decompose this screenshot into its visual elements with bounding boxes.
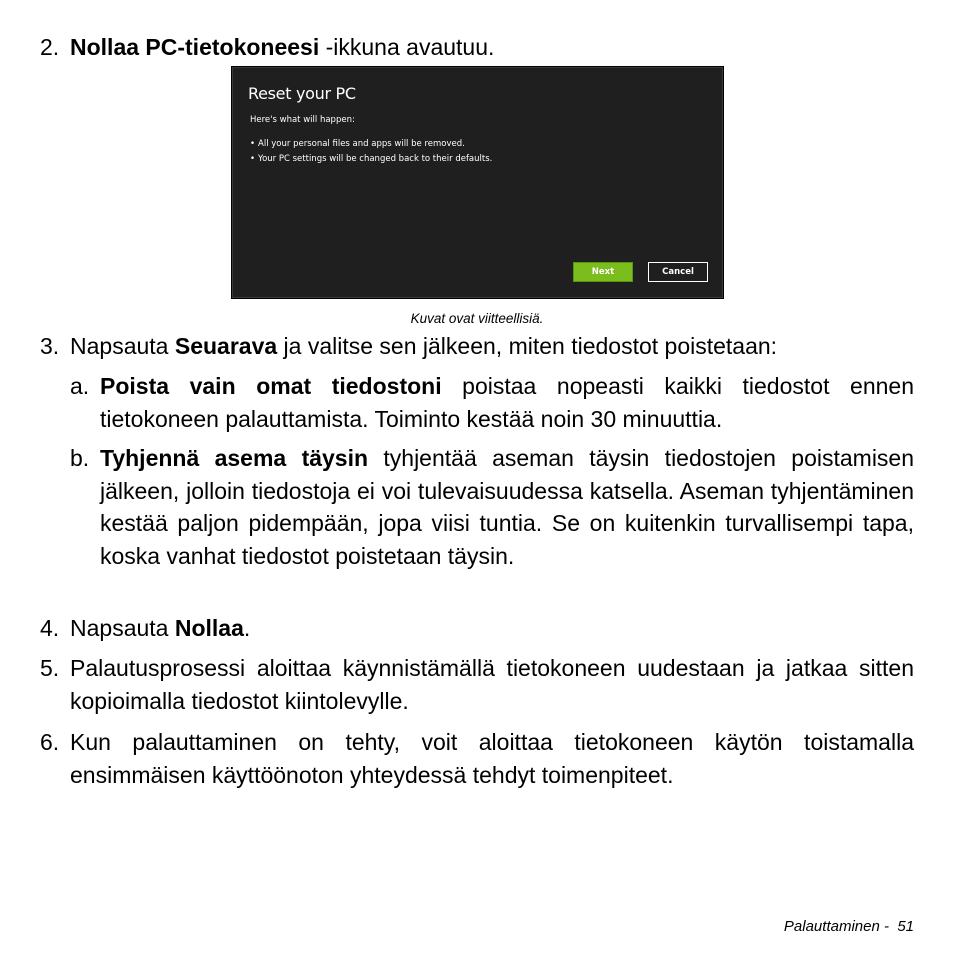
dialog-title: Reset your PC: [248, 84, 356, 103]
option-rest-text: poistaa nopeasti kaikki tiedostot ennen tietokoneen palauttamista. Toiminto kestää noin 30 minuuttia.: [100, 373, 914, 432]
option-text: [100, 370, 914, 435]
dialog-bullet: • All your personal files and apps will be removed.: [250, 137, 492, 152]
step-2: [40, 31, 920, 64]
footer-section: Palauttaminen -: [783, 918, 889, 935]
step-rest-text: ja valitse sen jälkeen, miten tiedostot poistetaan:: [277, 333, 778, 359]
step-rest-text: -ikkuna avautuu.: [319, 34, 495, 60]
option-bold-text: Tyhjennä asema täysin: [100, 445, 369, 471]
page-footer: [784, 918, 914, 935]
step-bold-text: Seuarava: [174, 333, 278, 359]
dialog-bullet: • Your PC settings will be changed back to their defaults.: [250, 152, 492, 167]
option-letter: b.: [70, 445, 90, 471]
step-6: [40, 726, 914, 791]
step-4: [40, 612, 920, 645]
step-number: 3.: [40, 333, 60, 359]
step-text: [70, 31, 920, 64]
step-text: Kun palauttaminen on tehty, voit aloittaa tietokoneen käytön toistamalla ensimmäisen käyttöönoton yhteydessä tehdyt toimenpiteet.: [70, 729, 914, 788]
step-bold-text: Nollaa: [174, 615, 244, 641]
option-a: [70, 370, 914, 435]
step-bold-text: Nollaa PC-tietokoneesi: [70, 34, 320, 60]
next-button[interactable]: Next: [573, 262, 633, 282]
option-b: [70, 442, 914, 572]
option-bold-text: Poista vain omat tiedostoni: [100, 373, 442, 399]
step-text: [70, 330, 920, 363]
figure-caption: Kuvat ovat viitteellisiä.: [410, 311, 544, 326]
step-number: 4.: [40, 615, 60, 641]
step-pre-text: Napsauta: [70, 615, 175, 641]
step-5: [40, 652, 914, 717]
step-pre-text: Napsauta: [70, 333, 175, 359]
dialog-bullet-list: [250, 137, 492, 166]
step-rest-text: .: [243, 615, 251, 641]
dialog-subtitle: Here's what will happen:: [250, 115, 355, 125]
option-text: [100, 442, 914, 572]
page-number: 51: [897, 918, 914, 935]
step-number: 6.: [40, 729, 60, 755]
step-text: [70, 612, 920, 645]
step-text: Palautusprosessi aloittaa käynnistämällä tietokoneen uudestaan ja jatkaa sitten kopioimalla tiedostot kiintolevylle.: [70, 655, 914, 714]
step-number: 5.: [40, 655, 60, 681]
option-rest-text: tyhjentää aseman täysin tiedostojen poistamisen jälkeen, jolloin tiedostoja ei voi tulevaisuudessa katsella. Aseman tyhjentäminen kestää paljon pidempään, jopa viisi tuntia. Se on kuitenkin turvallisempi tapa, koska vanhat tiedostot poistetaan täysin.: [100, 445, 915, 569]
step-3: [40, 330, 920, 363]
reset-pc-screenshot: [231, 66, 724, 299]
option-letter: a.: [70, 373, 90, 399]
step-number: 2.: [40, 34, 60, 60]
cancel-button[interactable]: Cancel: [648, 262, 708, 282]
